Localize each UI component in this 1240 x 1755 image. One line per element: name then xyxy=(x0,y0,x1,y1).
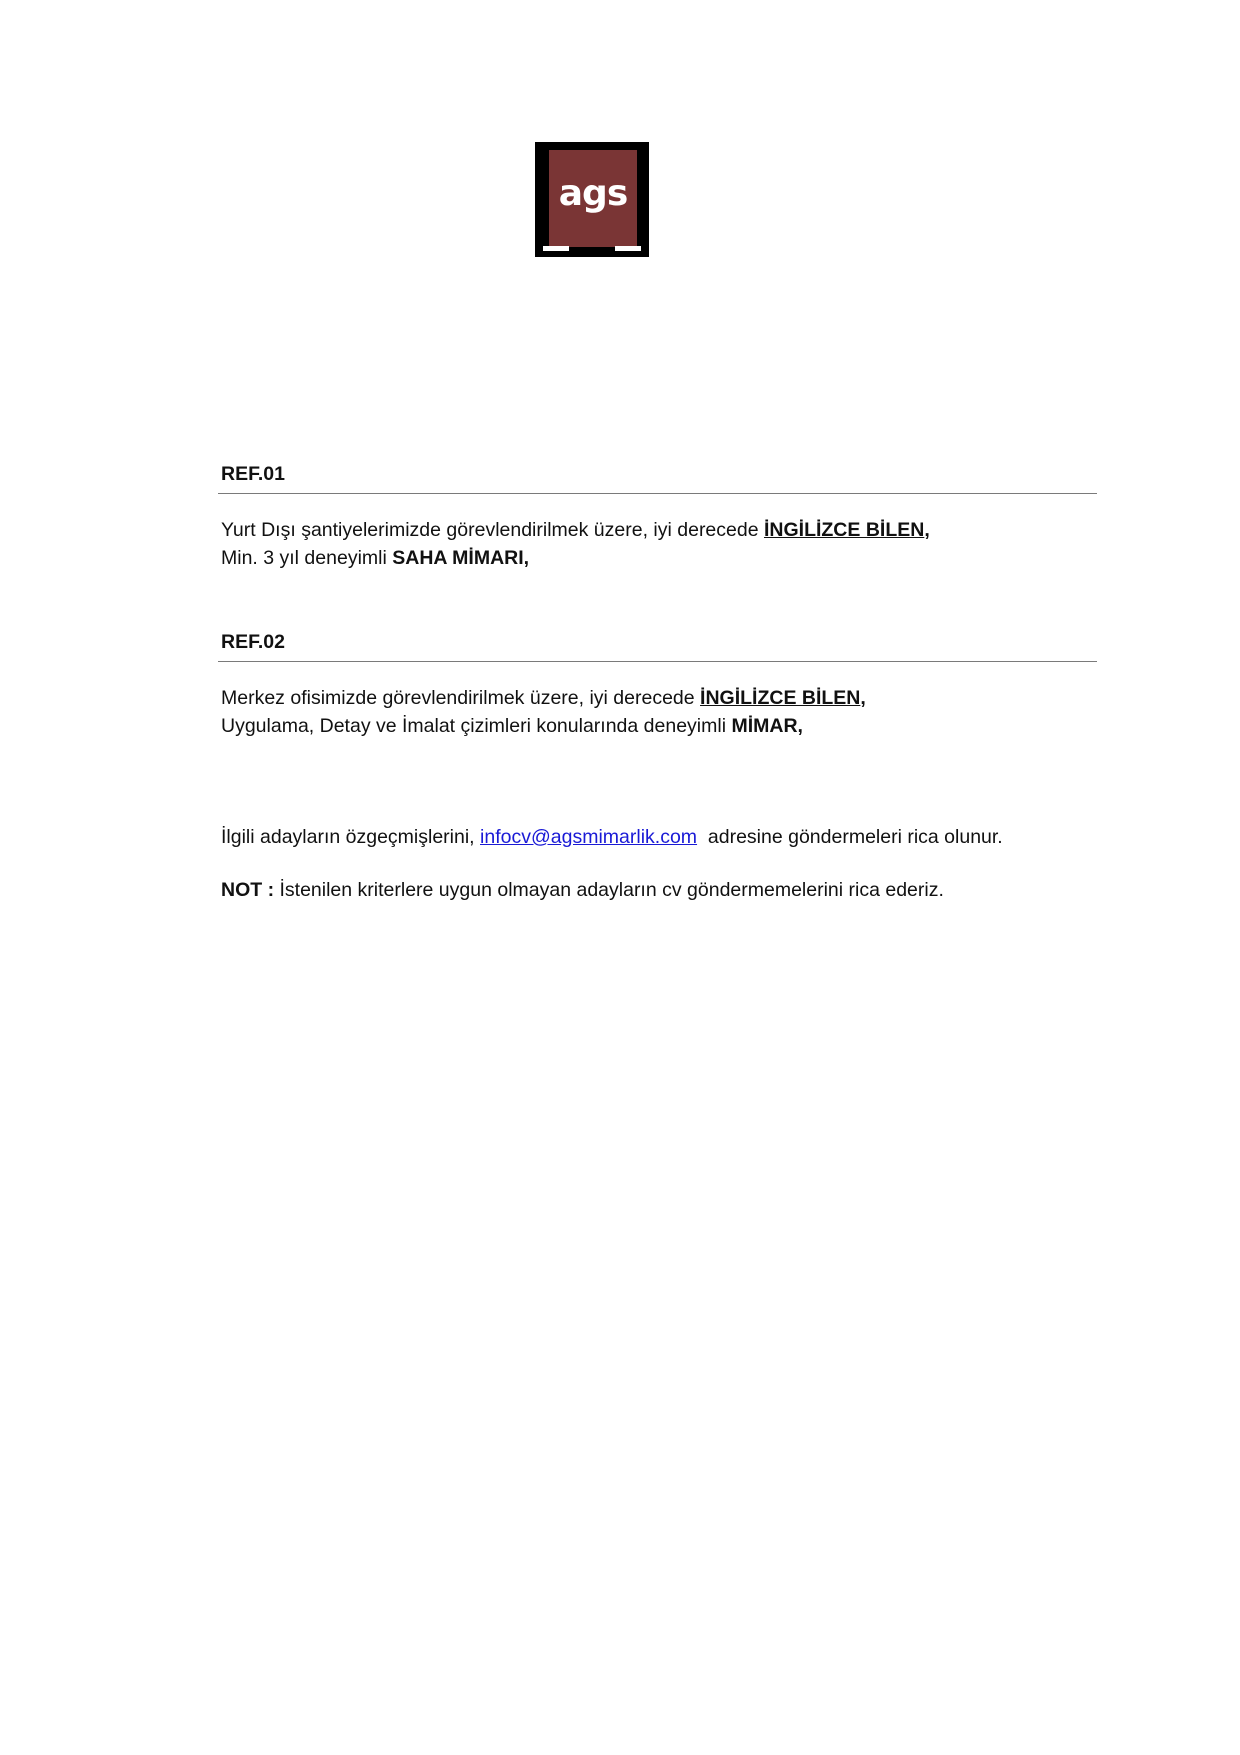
ags-logo xyxy=(535,142,649,257)
logo-notch-right xyxy=(615,246,641,251)
ref2-line1-end: , xyxy=(860,687,866,709)
logo-panel xyxy=(549,150,637,247)
email-link[interactable]: infocv@agsmimarlik.com xyxy=(480,826,698,848)
contact-before: İlgili adayların özgeçmişlerini, xyxy=(221,826,481,848)
ref2-line1 xyxy=(221,685,866,711)
ref2-line2 xyxy=(221,713,803,739)
ref2-position: MİMAR, xyxy=(731,715,803,737)
ref2-line2-text: Uygulama, Detay ve İmalat çizimleri konularında deneyimli xyxy=(221,715,732,737)
ref1-english-requirement: İNGİLİZCE BİLEN xyxy=(763,519,925,541)
ref1-heading: REF.01 xyxy=(221,463,285,485)
ref2-english-requirement: İNGİLİZCE BİLEN xyxy=(700,687,861,709)
logo-notch-left xyxy=(543,246,569,251)
ref1-line2-text: Min. 3 yıl deneyimli xyxy=(221,547,393,569)
note-label: NOT : xyxy=(221,879,275,901)
ref1-line1 xyxy=(221,517,930,543)
ref2-divider xyxy=(218,661,1097,662)
contact-line xyxy=(221,824,1003,850)
ref1-line1-end: , xyxy=(924,519,930,541)
ref2-heading: REF.02 xyxy=(221,631,285,653)
ref1-position: SAHA MİMARI, xyxy=(392,547,530,569)
note-line xyxy=(221,877,944,903)
ref1-divider xyxy=(218,493,1097,494)
ref1-line1-text: Yurt Dışı şantiyelerimizde görevlendirilmek üzere, iyi derecede xyxy=(221,519,764,541)
ref1-line2 xyxy=(221,545,529,571)
logo-text: ags xyxy=(558,173,628,214)
note-text: İstenilen kriterlere uygun olmayan adayların cv göndermemelerini rica ederiz. xyxy=(274,879,944,901)
ref2-line1-text: Merkez ofisimizde görevlendirilmek üzere, iyi derecede xyxy=(221,687,701,709)
contact-after: adresine göndermeleri rica olunur. xyxy=(697,826,1003,848)
